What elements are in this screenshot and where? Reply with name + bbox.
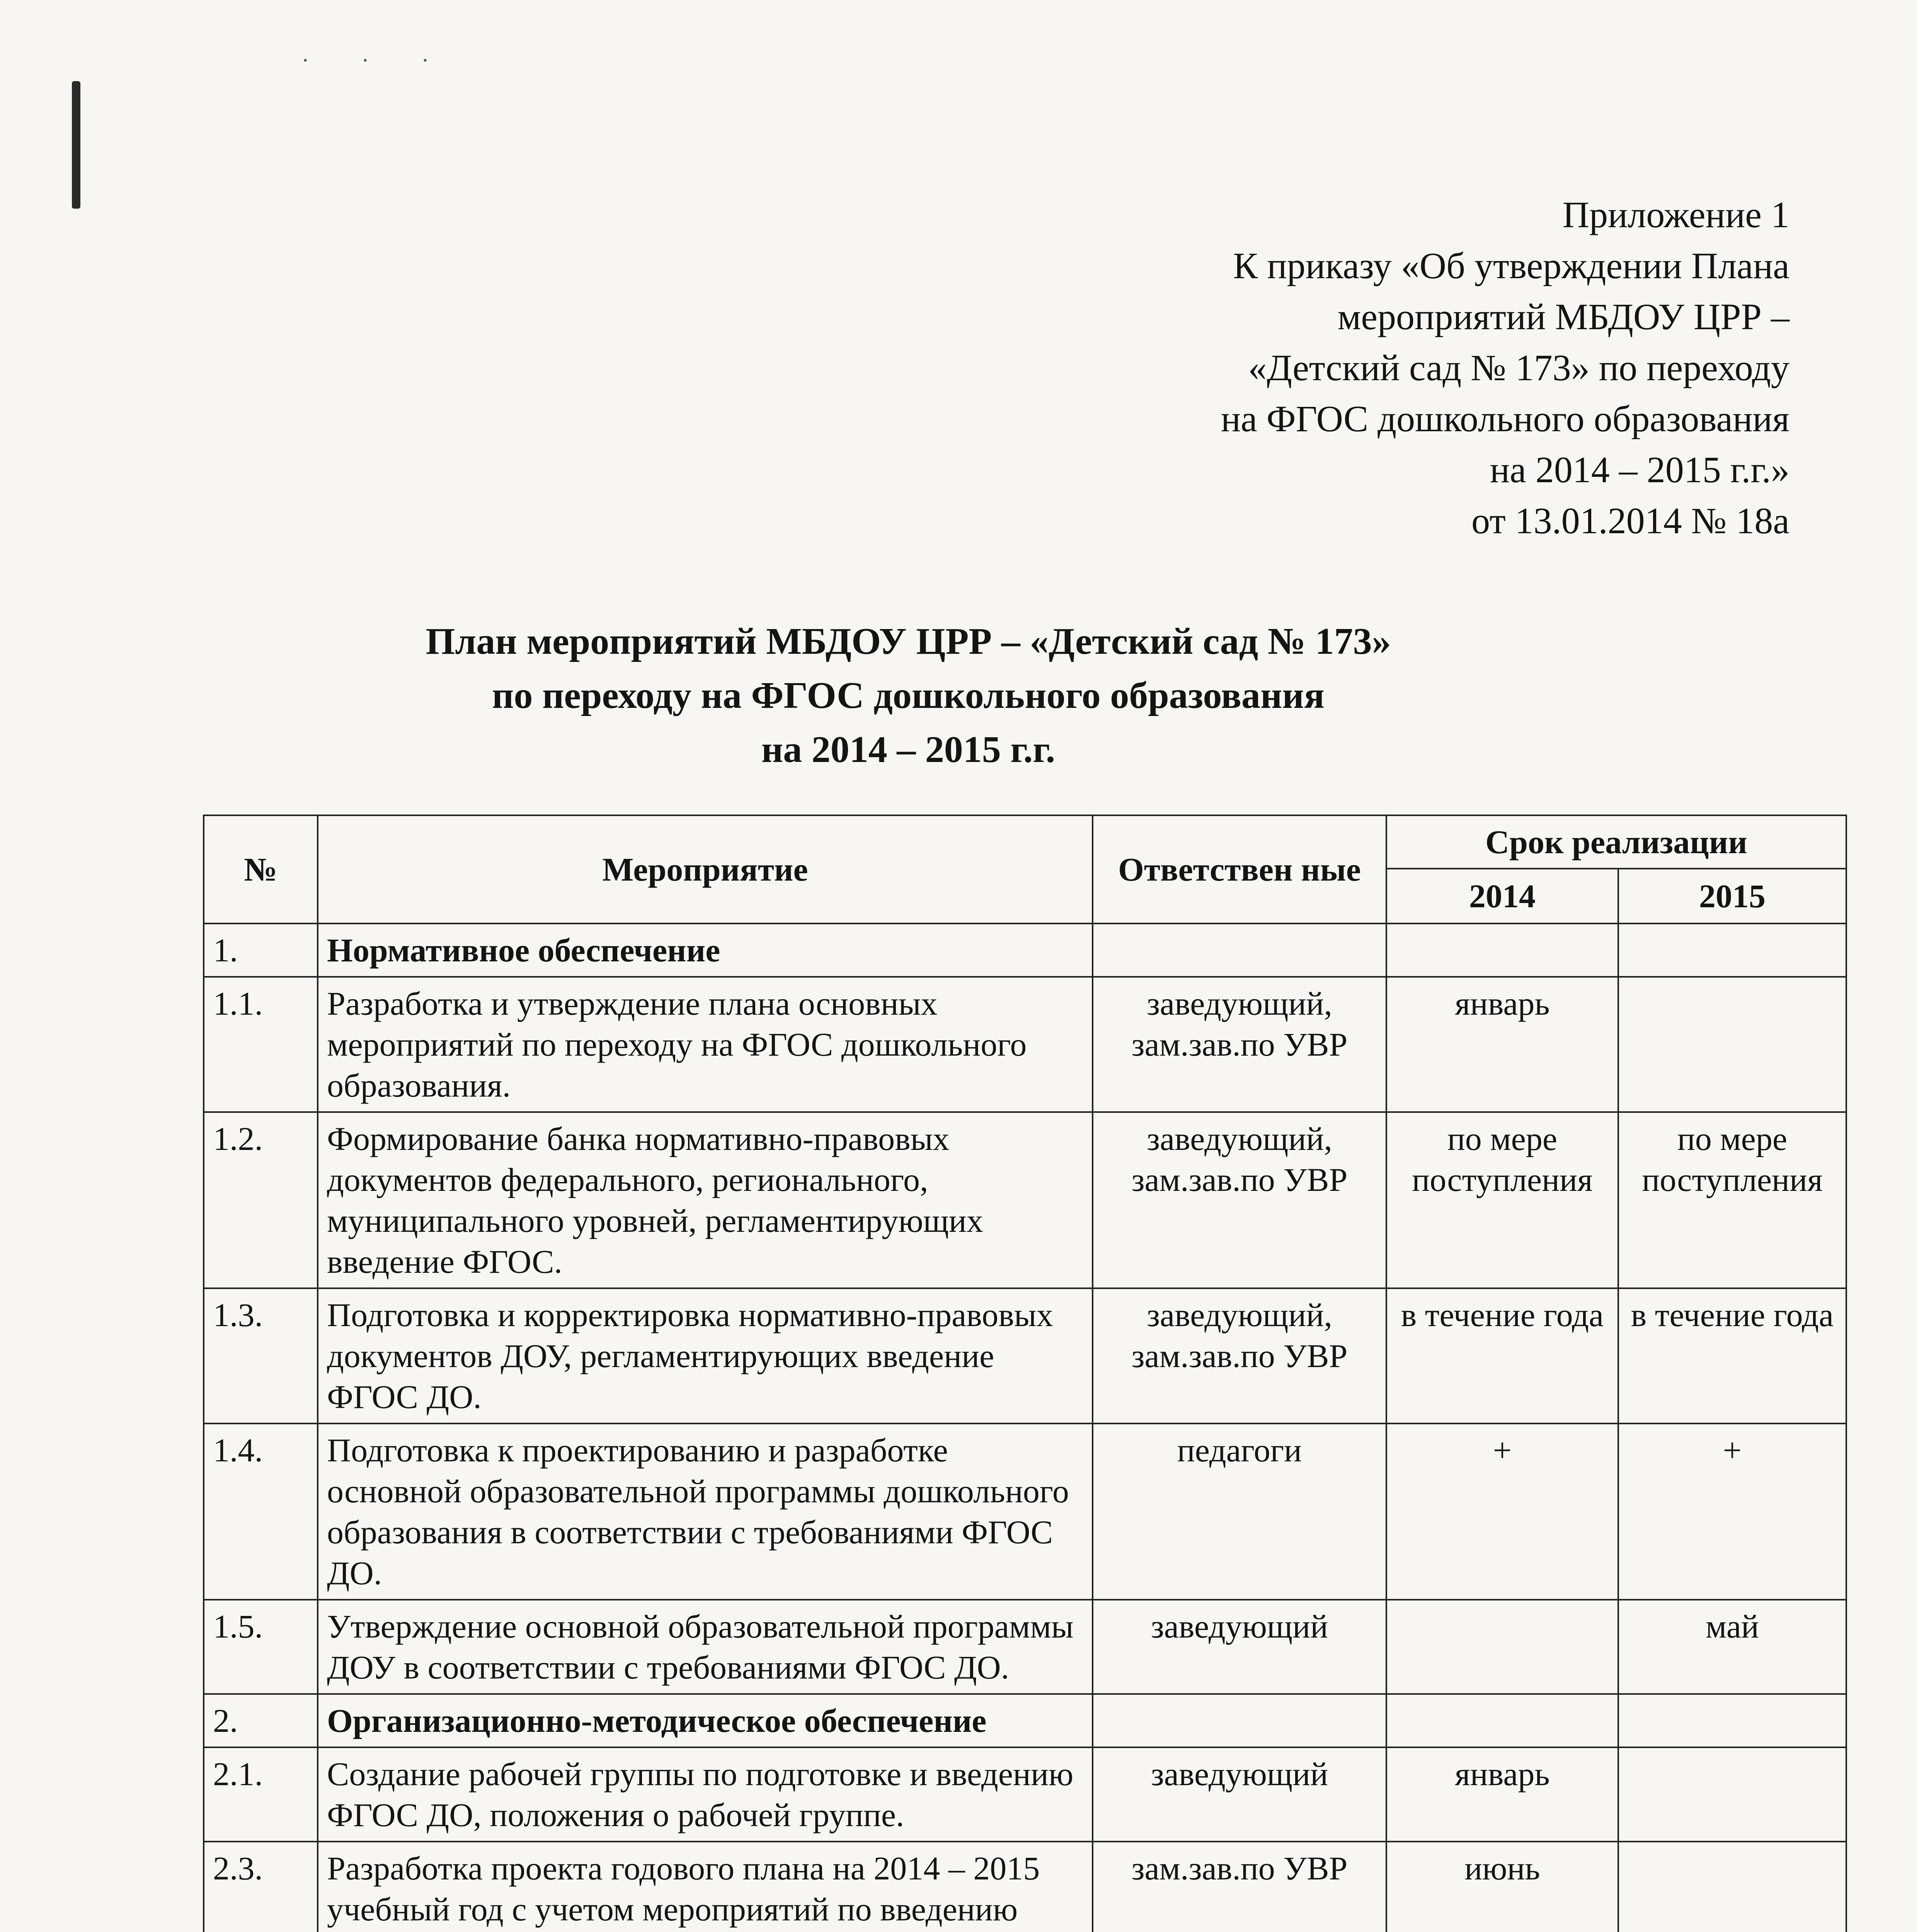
cell-2015 — [1618, 1842, 1846, 1932]
title-line: по переходу на ФГОС дошкольного образования — [492, 675, 1325, 716]
table-row — [204, 1694, 1846, 1747]
cell-2015: + — [1618, 1423, 1846, 1600]
cell-responsible: заведующий, зам.зав.по УВР — [1093, 1288, 1386, 1423]
annex-line: мероприятий МБДОУ ЦРР – — [1337, 296, 1789, 337]
annex-line: Приложение 1 — [1562, 194, 1789, 235]
cell-responsible — [1093, 1694, 1386, 1747]
cell-event: Подготовка и корректировка нормативно-правовых документов ДОУ, регламентирующих введение ФГОС ДО. — [318, 1288, 1093, 1423]
annex-header — [862, 189, 1789, 546]
cell-num: 1.3. — [204, 1288, 318, 1423]
header-event: Мероприятие — [318, 815, 1093, 923]
table-row — [204, 1112, 1846, 1288]
cell-2014: + — [1386, 1423, 1618, 1600]
cell-event: Формирование банка нормативно-правовых документов федерального, регионального, муниципального уровней, регламентирующих введение ФГОС. — [318, 1112, 1093, 1288]
cell-event: Разработка и утверждение плана основных мероприятий по переходу на ФГОС дошкольного образования. — [318, 977, 1093, 1112]
header-responsible: Ответствен ные — [1093, 815, 1386, 923]
annex-line: на 2014 – 2015 г.г.» — [1490, 449, 1789, 490]
cell-event: Разработка проекта годового плана на 2014 – 2015 учебный год с учетом мероприятий по введению — [318, 1842, 1093, 1932]
annex-line: от 13.01.2014 № 18а — [1471, 500, 1789, 541]
scan-artifact-dots: · · · — [301, 48, 452, 73]
cell-num: 2.3. — [204, 1842, 318, 1932]
cell-2014 — [1386, 1694, 1618, 1747]
cell-num: 1.1. — [204, 977, 318, 1112]
cell-event: Утверждение основной образовательной программы ДОУ в соответствии с требованиями ФГОС ДО. — [318, 1600, 1093, 1694]
annex-line: «Детский сад № 173» по переходу — [1248, 347, 1789, 388]
cell-2014 — [1386, 923, 1618, 977]
cell-responsible — [1093, 923, 1386, 977]
section-title: Организационно-методическое обеспечение — [318, 1694, 1093, 1747]
cell-2015 — [1618, 923, 1846, 977]
table-row — [204, 1747, 1846, 1842]
cell-responsible: заведующий, зам.зав.по УВР — [1093, 977, 1386, 1112]
table-row — [204, 1423, 1846, 1600]
section-title: Нормативное обеспечение — [318, 923, 1093, 977]
cell-2014: по мере поступления — [1386, 1112, 1618, 1288]
cell-2015: май — [1618, 1600, 1846, 1694]
cell-2015 — [1618, 977, 1846, 1112]
table-row — [204, 1842, 1846, 1932]
table-header-row — [204, 815, 1846, 869]
cell-num: 1.2. — [204, 1112, 318, 1288]
cell-event: Создание рабочей группы по подготовке и введению ФГОС ДО, положения о рабочей группе. — [318, 1747, 1093, 1842]
cell-responsible: заведующий — [1093, 1747, 1386, 1842]
plan-table — [203, 815, 1847, 1932]
table-row — [204, 1600, 1846, 1694]
header-period: Срок реализации — [1386, 815, 1846, 869]
header-year-2015: 2015 — [1618, 869, 1846, 923]
document-title — [348, 614, 1469, 777]
cell-num: 1. — [204, 923, 318, 977]
cell-responsible: заведующий — [1093, 1600, 1386, 1694]
cell-num: 1.5. — [204, 1600, 318, 1694]
cell-2014: январь — [1386, 1747, 1618, 1842]
cell-2014: июнь — [1386, 1842, 1618, 1932]
table-row — [204, 977, 1846, 1112]
cell-2015: в течение года — [1618, 1288, 1846, 1423]
cell-num: 2.1. — [204, 1747, 318, 1842]
annex-line: К приказу «Об утверждении Плана — [1233, 245, 1789, 286]
cell-responsible: зам.зав.по УВР — [1093, 1842, 1386, 1932]
cell-responsible: педагоги — [1093, 1423, 1386, 1600]
cell-2014: в течение года — [1386, 1288, 1618, 1423]
cell-num: 2. — [204, 1694, 318, 1747]
cell-2015 — [1618, 1747, 1846, 1842]
cell-num: 1.4. — [204, 1423, 318, 1600]
cell-2014 — [1386, 1600, 1618, 1694]
annex-line: на ФГОС дошкольного образования — [1221, 398, 1789, 439]
cell-event: Подготовка к проектированию и разработке основной образовательной программы дошкольного образования в соответствии с требованиями ФГОС ДО. — [318, 1423, 1093, 1600]
header-num: № — [204, 815, 318, 923]
header-year-2014: 2014 — [1386, 869, 1618, 923]
scan-artifact-mark — [72, 81, 80, 209]
cell-2015 — [1618, 1694, 1846, 1747]
title-line: План мероприятий МБДОУ ЦРР – «Детский сад № 173» — [426, 621, 1391, 662]
cell-responsible: заведующий, зам.зав.по УВР — [1093, 1112, 1386, 1288]
table-row — [204, 1288, 1846, 1423]
table-row — [204, 923, 1846, 977]
cell-2015: по мере поступления — [1618, 1112, 1846, 1288]
cell-2014: январь — [1386, 977, 1618, 1112]
title-line: на 2014 – 2015 г.г. — [761, 729, 1056, 770]
